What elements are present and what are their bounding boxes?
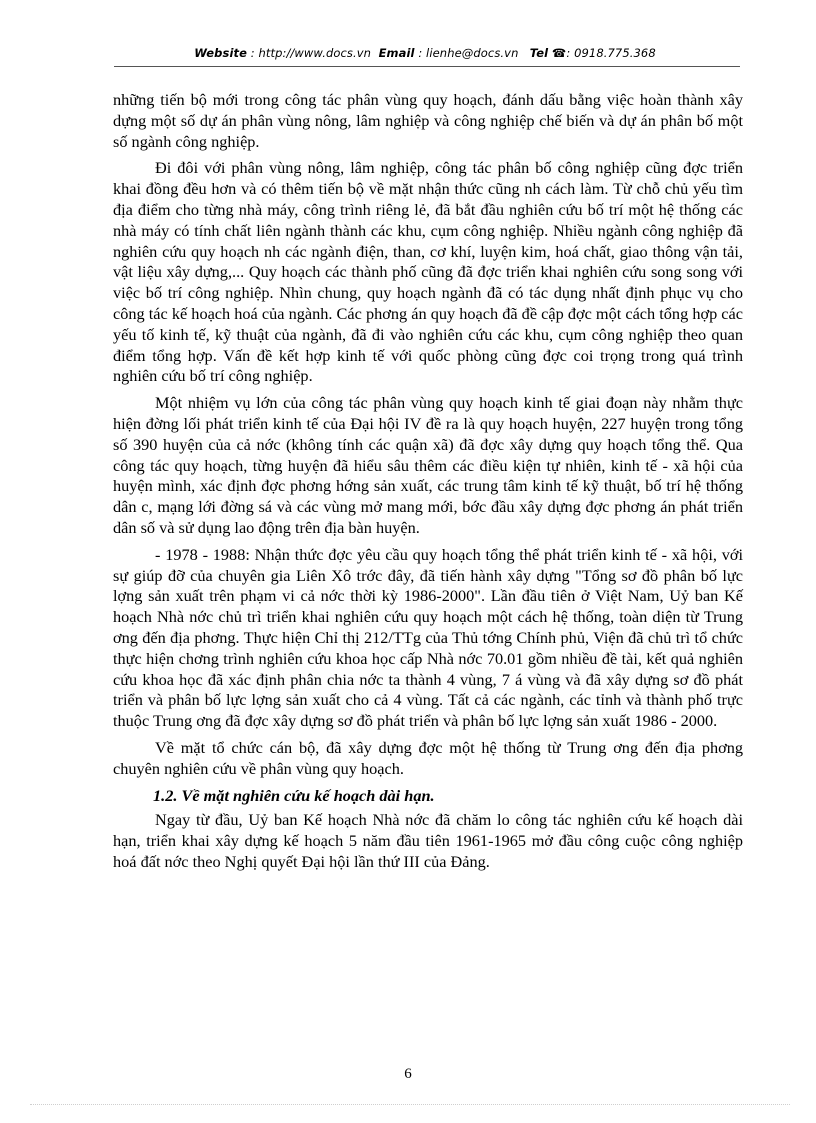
phone-icon: ☎ <box>551 46 567 60</box>
paragraph: Đi đôi với phân vùng nông, lâm nghiệp, công tác phân bố công nghiệp cũng đợc triển khai đồng đều hơn và có thêm tiến bộ về mặt nhận thức cũng nh cách làm. Từ chỗ chủ yếu tìm địa điểm cho từng nhà máy, công trình riêng lẻ, đã bắt đầu nghiên cứu bố trí một hệ thống các nhà máy có tính chất liên ngành thành các khu, cụm công nghiệp. Nhiều ngành công nghiệp đã nghiên cứu quy hoạch nh các ngành điện, than, cơ khí, luyện kim, hoá chất, giao thông vận tải, vật liệu xây dựng,... Quy hoạch các thành phố cũng đã đợc triển khai nghiên cứu song song với việc bố trí công nghiệp. Nhìn chung, quy hoạch ngành đã có tác dụng nhất định phục vụ cho công tác kế hoạch hoá của ngành. Các phơng án quy hoạch đã đề cập đợc một cách tổng hợp các yếu tố kinh tế, kỹ thuật của ngành, đã đi vào nghiên cứu các khu, cụm công nghiệp theo quan điểm tổng hợp. Vấn đề kết hợp kinh tế với quốc phòng cũng đợc coi trọng trong quá trình nghiên cứu bố trí công nghiệp. <box>113 158 743 386</box>
footer-divider <box>30 1104 790 1105</box>
paragraph: Ngay từ đầu, Uỷ ban Kế hoạch Nhà nớc đã chăm lo công tác nghiên cứu kế hoạch dài hạn, triển khai xây dựng kế hoạch 5 năm đầu tiên 1961-1965 mở đầu công cuộc công nghiệp hoá đất nớc theo Nghị quyết Đại hội lần thứ III của Đảng. <box>113 810 743 871</box>
tel-number: : 0918.775.368 <box>566 46 656 60</box>
page-header <box>110 46 740 60</box>
section-heading: 1.2. Về mặt nghiên cứu kế hoạch dài hạn. <box>153 785 435 805</box>
website-label: Website <box>194 46 247 60</box>
header-divider <box>114 66 740 67</box>
paragraph: - 1978 - 1988: Nhận thức đợc yêu cầu quy hoạch tổng thể phát triển kinh tế - xã hội, với sự giúp đỡ của chuyên gia Liên Xô trớc đây, đã tiến hành xây dựng "Tổng sơ đồ phân bố lực lợng sản xuất trên phạm vi cả nớc thời kỳ 1986-2000". Lần đầu tiên ở Việt Nam, Uỷ ban Kế hoạch Nhà nớc chủ trì triển khai nghiên cứu quy hoạch một cách hệ thống, toàn diện từ Trung ơng đến địa phơng. Thực hiện Chỉ thị 212/TTg của Thủ tớng Chính phủ, Viện đã chủ trì tổ chức thực hiện chơng trình nghiên cứu khoa học cấp Nhà nớc 70.01 gồm nhiều đề tài, kết quả nghiên cứu khoa học đã xác định phân chia nớc ta thành 4 vùng, 7 á vùng và đã xây dựng sơ đồ phát triển và phân bố lực lợng sản xuất cho cả 4 vùng. Tất cả các ngành, các tỉnh và thành phố trực thuộc Trung ơng đã đợc xây dựng sơ đồ phát triển và phân bố lực lợng sản xuất 1986 - 2000. <box>113 544 743 731</box>
tel-label: Tel <box>529 46 549 60</box>
page-number: 6 <box>404 1066 412 1082</box>
website-url[interactable]: : http://www.docs.vn <box>250 46 372 60</box>
paragraph: Một nhiệm vụ lớn của công tác phân vùng quy hoạch kinh tế giai đoạn này nhằm thực hiện đờng lối phát triển kinh tế của Đại hội IV đề ra là quy hoạch huyện, 227 huyện trong tổng số 390 huyện của cả nớc (không tính các quận xã) đã đợc xây dựng quy hoạch tổng thể. Qua công tác quy hoạch, từng huyện đã hiểu sâu thêm các điều kiện tự nhiên, kinh tế - xã hội của huyện mình, xác định đợc phơng hớng sản xuất, các trung tâm kinh tế kỹ thuật, bố trí hệ thống dân c, mạng lới đờng sá và các vùng mở mang mới, bớc đầu xây dựng đợc phơng án phát triển dân số và sử dụng lao động trên địa bàn huyện. <box>113 393 743 537</box>
document-body <box>113 90 743 879</box>
email-address[interactable]: : lienhe@docs.vn <box>418 46 519 60</box>
paragraph: Về mặt tổ chức cán bộ, đã xây dựng đợc một hệ thống từ Trung ơng đến địa phơng chuyên nghiên cứu về phân vùng quy hoạch. <box>113 737 743 778</box>
email-label: Email <box>378 46 415 60</box>
paragraph: những tiến bộ mới trong công tác phân vùng quy hoạch, đánh dấu bằng việc hoàn thành xây dựng một số dự án phân vùng nông, lâm nghiệp và công nghiệp chế biến và dự án phân bố một số ngành công nghiệp. <box>113 90 743 151</box>
